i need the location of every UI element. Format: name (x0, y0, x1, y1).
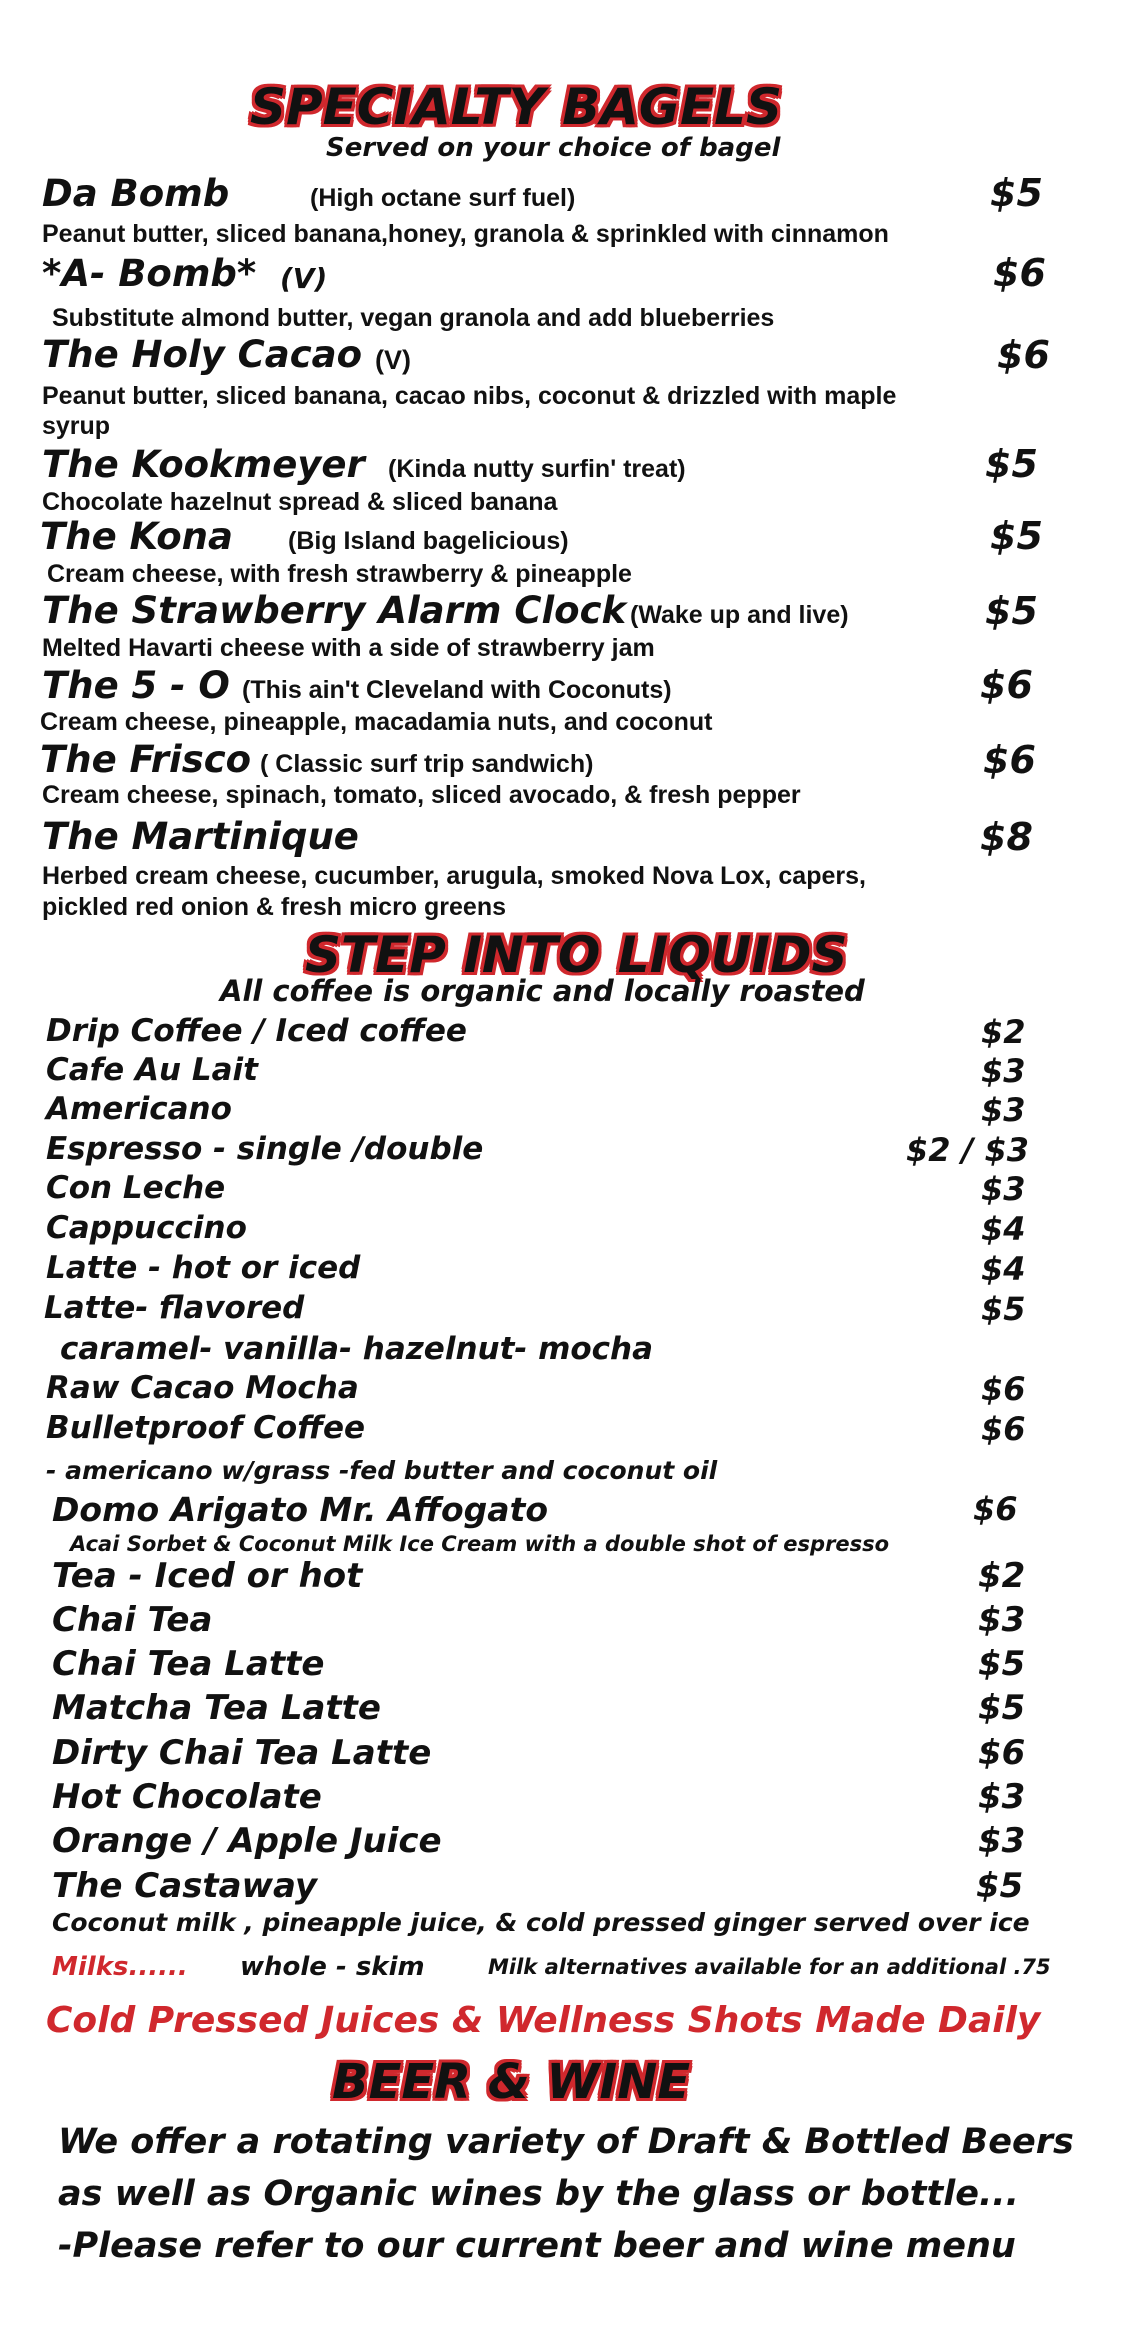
item-description: Cream cheese, spinach, tomato, sliced avocado, & fresh pepper (42, 781, 801, 809)
beer-wine-title: BEER & WINE (332, 2054, 691, 2110)
milks-note: Milk alternatives available for an additional .75 (488, 1955, 1051, 1979)
item-tagline: (V) (280, 262, 328, 295)
drink-name: Cafe Au Lait (46, 1052, 258, 1088)
drink-price: $6 (973, 1490, 1018, 1528)
item-description: syrup (42, 412, 111, 440)
drink-price: $6 (981, 1370, 1026, 1408)
drink-price: $4 (981, 1250, 1026, 1288)
drink-price: $4 (981, 1210, 1026, 1248)
item-name: *A- Bomb* (42, 252, 257, 295)
drink-name: The Castaway (52, 1866, 318, 1906)
milks-label: Milks...... (52, 1952, 188, 1982)
item-price: $5 (990, 514, 1043, 558)
drink-name: Domo Arigato Mr. Affogato (52, 1490, 549, 1529)
item-name: The Strawberry Alarm Clock (42, 589, 627, 632)
item-name: The Martinique (42, 815, 359, 858)
drink-name: Chai Tea (52, 1600, 213, 1640)
item-price: $6 (997, 333, 1050, 377)
item-name: The Holy Cacao (42, 333, 363, 376)
drink-name: Dirty Chai Tea Latte (52, 1733, 432, 1773)
item-price: $5 (985, 589, 1038, 633)
drink-price: $6 (978, 1733, 1026, 1773)
item-tagline: (High octane surf fuel) (310, 184, 576, 212)
item-name: The Frisco (40, 738, 252, 781)
drink-description: Coconut milk , pineapple juice, & cold pressed ginger served over ice (52, 1908, 1030, 1937)
drink-name: Americano (46, 1091, 232, 1127)
drink-price: $3 (981, 1052, 1026, 1090)
drink-price: $3 (981, 1091, 1026, 1129)
item-tagline: (Wake up and live) (630, 601, 849, 629)
drink-name: Latte - hot or iced (46, 1250, 361, 1286)
drink-description: - americano w/grass -fed butter and coconut oil (46, 1456, 718, 1485)
beer-wine-line: -Please refer to our current beer and wine menu (58, 2226, 1016, 2266)
item-name: The 5 - O (42, 664, 230, 707)
drink-name: Tea - Iced or hot (52, 1556, 363, 1596)
drink-flavor-options: caramel- vanilla- hazelnut- mocha (60, 1331, 654, 1367)
item-tagline: (V) (375, 345, 411, 375)
liquids-subtitle: All coffee is organic and locally roasted (220, 974, 865, 1008)
drink-price: $5 (978, 1688, 1026, 1728)
item-tagline: (Kinda nutty surfin' treat) (388, 455, 686, 483)
item-price: $5 (990, 171, 1043, 215)
drink-price: $5 (981, 1290, 1026, 1328)
drink-price: $2 (978, 1556, 1026, 1596)
drink-price: $2 (981, 1013, 1026, 1051)
drink-price: $3 (978, 1821, 1026, 1861)
item-price: $6 (993, 251, 1046, 295)
drink-name: Orange / Apple Juice (52, 1821, 442, 1861)
item-name: The Kookmeyer (42, 443, 365, 486)
drink-price: $5 (976, 1866, 1024, 1906)
drink-name: Latte- flavored (44, 1290, 305, 1326)
item-price: $6 (983, 738, 1036, 782)
drink-name: Hot Chocolate (52, 1777, 322, 1817)
drink-price: $3 (978, 1777, 1026, 1817)
drink-name: Matcha Tea Latte (52, 1688, 381, 1728)
item-tagline: (Big Island bagelicious) (288, 527, 569, 555)
item-price: $6 (980, 663, 1033, 707)
drink-name: Drip Coffee / Iced coffee (46, 1013, 467, 1049)
item-description: Herbed cream cheese, cucumber, arugula, smoked Nova Lox, capers, (42, 862, 866, 890)
item-description: Substitute almond butter, vegan granola and add blueberries (52, 304, 775, 332)
beer-wine-line: We offer a rotating variety of Draft & Bottled Beers (58, 2122, 1074, 2162)
item-price: $5 (985, 442, 1038, 486)
item-description: Chocolate hazelnut spread & sliced banana (42, 488, 558, 516)
bagels-title: SPECIALTY BAGELS (250, 78, 782, 136)
juices-banner: Cold Pressed Juices & Wellness Shots Made Daily (46, 2000, 1041, 2041)
liquids-title: STEP INTO LIQUIDS (305, 926, 848, 984)
drink-name: Chai Tea Latte (52, 1644, 325, 1684)
item-description: Peanut butter, sliced banana,honey, granola & sprinkled with cinnamon (42, 220, 889, 248)
bagels-subtitle: Served on your choice of bagel (326, 133, 781, 163)
item-name: The Kona (40, 515, 233, 558)
item-tagline: (This ain't Cleveland with Coconuts) (242, 676, 672, 704)
item-description: Cream cheese, pineapple, macadamia nuts, and coconut (40, 708, 713, 736)
drink-price: $2 / $3 (906, 1131, 1030, 1169)
item-description: pickled red onion & fresh micro greens (42, 893, 507, 921)
item-description: Peanut butter, sliced banana, cacao nibs, coconut & drizzled with maple (42, 382, 897, 410)
drink-name: Bulletproof Coffee (46, 1410, 366, 1446)
drink-name: Cappuccino (46, 1210, 247, 1246)
drink-price: $3 (981, 1170, 1026, 1208)
drink-description: Acai Sorbet & Coconut Milk Ice Cream with a double shot of espresso (70, 1532, 890, 1556)
drink-price: $6 (981, 1410, 1026, 1448)
item-price: $8 (980, 815, 1033, 859)
item-tagline: ( Classic surf trip sandwich) (260, 750, 594, 778)
item-description: Melted Havarti cheese with a side of strawberry jam (42, 634, 655, 662)
item-name: Da Bomb (42, 172, 230, 215)
drink-price: $5 (978, 1644, 1026, 1684)
drink-name: Espresso - single /double (46, 1131, 484, 1167)
drink-name: Con Leche (46, 1170, 226, 1206)
drink-name: Raw Cacao Mocha (46, 1370, 359, 1406)
milks-options: whole - skim (240, 1952, 425, 1982)
beer-wine-line: as well as Organic wines by the glass or bottle... (58, 2174, 1019, 2214)
item-description: Cream cheese, with fresh strawberry & pineapple (47, 560, 632, 588)
drink-price: $3 (978, 1600, 1026, 1640)
